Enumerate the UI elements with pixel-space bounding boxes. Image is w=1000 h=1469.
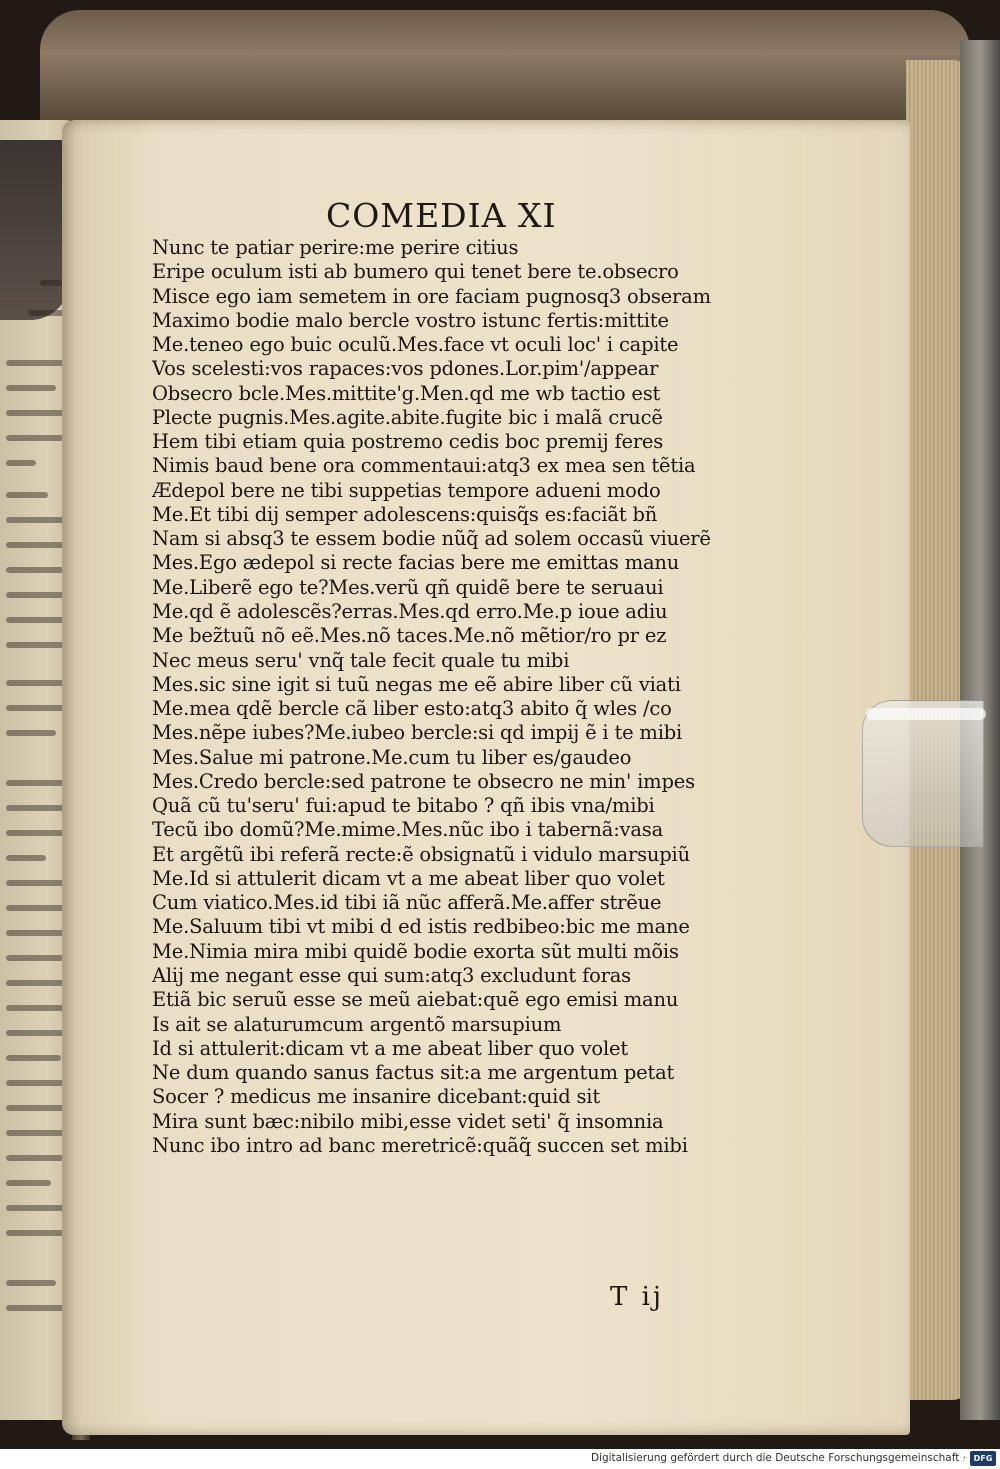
left-page-text-line: [6, 492, 48, 498]
text-line: Etiã bic seruũ esse se meũ aiebat:quẽ ego emisi manu: [152, 988, 679, 1012]
text-line: Me.mea qdẽ bercle cã liber esto:atq3 abito q̃ wles /co: [152, 697, 672, 721]
text-line: Ne dum quando sanus factus sit:a me argentum petat: [152, 1061, 675, 1085]
text-line: Nam si absq3 te essem bodie nũq̃ ad solem occasũ viuerẽ: [152, 527, 711, 551]
left-page-text-line: [6, 435, 68, 441]
text-line: Me bez̃tuũ nõ eẽ.Mes.nõ taces.Me.nõ mẽtior/ro pr ez: [152, 624, 667, 648]
credit-text: Digitalisierung gefördert durch die Deutsche Forschungsgemeinschaft ·: [590, 1452, 966, 1464]
text-line: Maximo bodie malo bercle vostro istunc fertis:mittite: [152, 308, 669, 332]
running-head: COMEDIA XI: [326, 196, 557, 235]
credit-bar: [0, 1449, 1000, 1469]
text-line: Mes.Credo bercle:sed patrone te obsecro ne min' impes: [152, 769, 695, 793]
text-line: Mes.nẽpe iubes?Me.iubeo bercle:si qd impij ẽ i te mibi: [152, 721, 683, 745]
text-line: Alij me negant esse qui sum:atq3 excludunt foras: [152, 963, 631, 987]
left-page-text-line: [6, 642, 64, 648]
left-page-text-line: [6, 1180, 51, 1186]
left-page-text-line: [6, 855, 46, 861]
text-line: Mes.Ego ædepol si recte facias bere me emittas manu: [152, 551, 680, 575]
text-line: Obsecro bcle.Mes.mittite'g.Men.qd me wb tactio est: [152, 381, 661, 405]
text-line: Me.Et tibi dij semper adolescens:quisq̃s es:faciãt bñ: [152, 502, 658, 526]
text-line: Me.Saluum tibi vt mibi d ed istis redbibeo:bic me mane: [152, 915, 690, 939]
book-clip: [862, 700, 984, 847]
left-page-text-line: [6, 1230, 64, 1236]
text-line: Nimis baud bene ora commentaui:atq3 ex mea sen tẽtia: [152, 454, 696, 478]
text-line: Is ait se alaturumcum argentõ marsupium: [152, 1012, 562, 1036]
text-line: Tecũ ibo domũ?Me.mime.Mes.nũc ibo i tabernã:vasa: [152, 818, 664, 842]
text-line: Nec meus seru' vnq̃ tale fecit quale tu mibi: [152, 648, 570, 672]
text-line: Id si attulerit:dicam vt a me abeat liber quo volet: [152, 1036, 628, 1060]
text-line: Et argẽtũ ibi referã recte:ẽ obsignatũ i vidulo marsupiũ: [152, 842, 690, 866]
left-page-binding: [0, 140, 70, 320]
text-line: Me.teneo ego buic oculũ.Mes.face vt oculi loc' i capite: [152, 333, 679, 357]
left-page-text-line: [6, 1280, 56, 1286]
text-line: Me.Nimia mira mibi quidẽ bodie exorta sũt multi mõis: [152, 939, 679, 963]
text-line: Me.Liberẽ ego te?Mes.verũ qñ quidẽ bere te seruaui: [152, 575, 664, 599]
left-page-text-line: [6, 460, 36, 466]
book-top-edge: [40, 10, 970, 120]
text-block: [152, 236, 732, 1158]
left-page-text-line: [6, 385, 56, 391]
text-line: Nunc ibo intro ad banc meretricẽ:quãq̃ succen set mibi: [152, 1133, 688, 1157]
text-line: Mira sunt bæc:nibilo mibi,esse videt seti' q̃ insomnia: [152, 1109, 664, 1133]
text-line: Ædepol bere ne tibi suppetias tempore adueni modo: [152, 478, 661, 502]
text-line: Plecte pugnis.Mes.agite.abite.fugite bic i malã crucẽ: [152, 405, 663, 429]
text-line: Misce ego iam semetem in ore faciam pugnosq3 obseram: [152, 284, 711, 308]
left-page-text-line: [6, 1055, 61, 1061]
text-line: Mes.Salue mi patrone.Me.cum tu liber es/gaudeo: [152, 745, 632, 769]
text-line: Me.Id si attulerit dicam vt a me abeat liber quo volet: [152, 866, 665, 890]
text-line: Vos scelesti:vos rapaces:vos pdones.Lor.pim'/appear: [152, 357, 659, 381]
left-page-text-line: [6, 1005, 68, 1011]
text-line: Eripe oculum isti ab bumero qui tenet bere te.obsecro: [152, 260, 679, 284]
left-page-text-line: [6, 1155, 66, 1161]
text-line: Socer ? medicus me insanire dicebant:quid sit: [152, 1085, 600, 1109]
text-line: Nunc te patiar perire:me perire citius: [152, 236, 519, 259]
text-line: Quã cũ tu'seru' fui:apud te bitabo ? qñ ibis vna/mibi: [152, 794, 655, 818]
left-page-text-line: [6, 680, 66, 686]
text-line: Mes.sic sine igit si tuũ negas me eẽ abire liber cũ viati: [152, 672, 681, 696]
book-clip-highlight: [866, 708, 986, 720]
text-line: Cum viatico.Mes.id tibi iã nũc afferã.Me.affer strẽue: [152, 891, 662, 915]
text-line: Hem tibi etiam quia postremo cedis boc premij feres: [152, 430, 664, 454]
text-line: Me.qd ẽ adolescẽs?erras.Mes.qd erro.Me.p ioue adiu: [152, 599, 668, 623]
left-page-text-line: [6, 730, 56, 736]
signature-mark: T ij: [610, 1282, 664, 1312]
dfg-logo: DFG: [970, 1451, 996, 1466]
